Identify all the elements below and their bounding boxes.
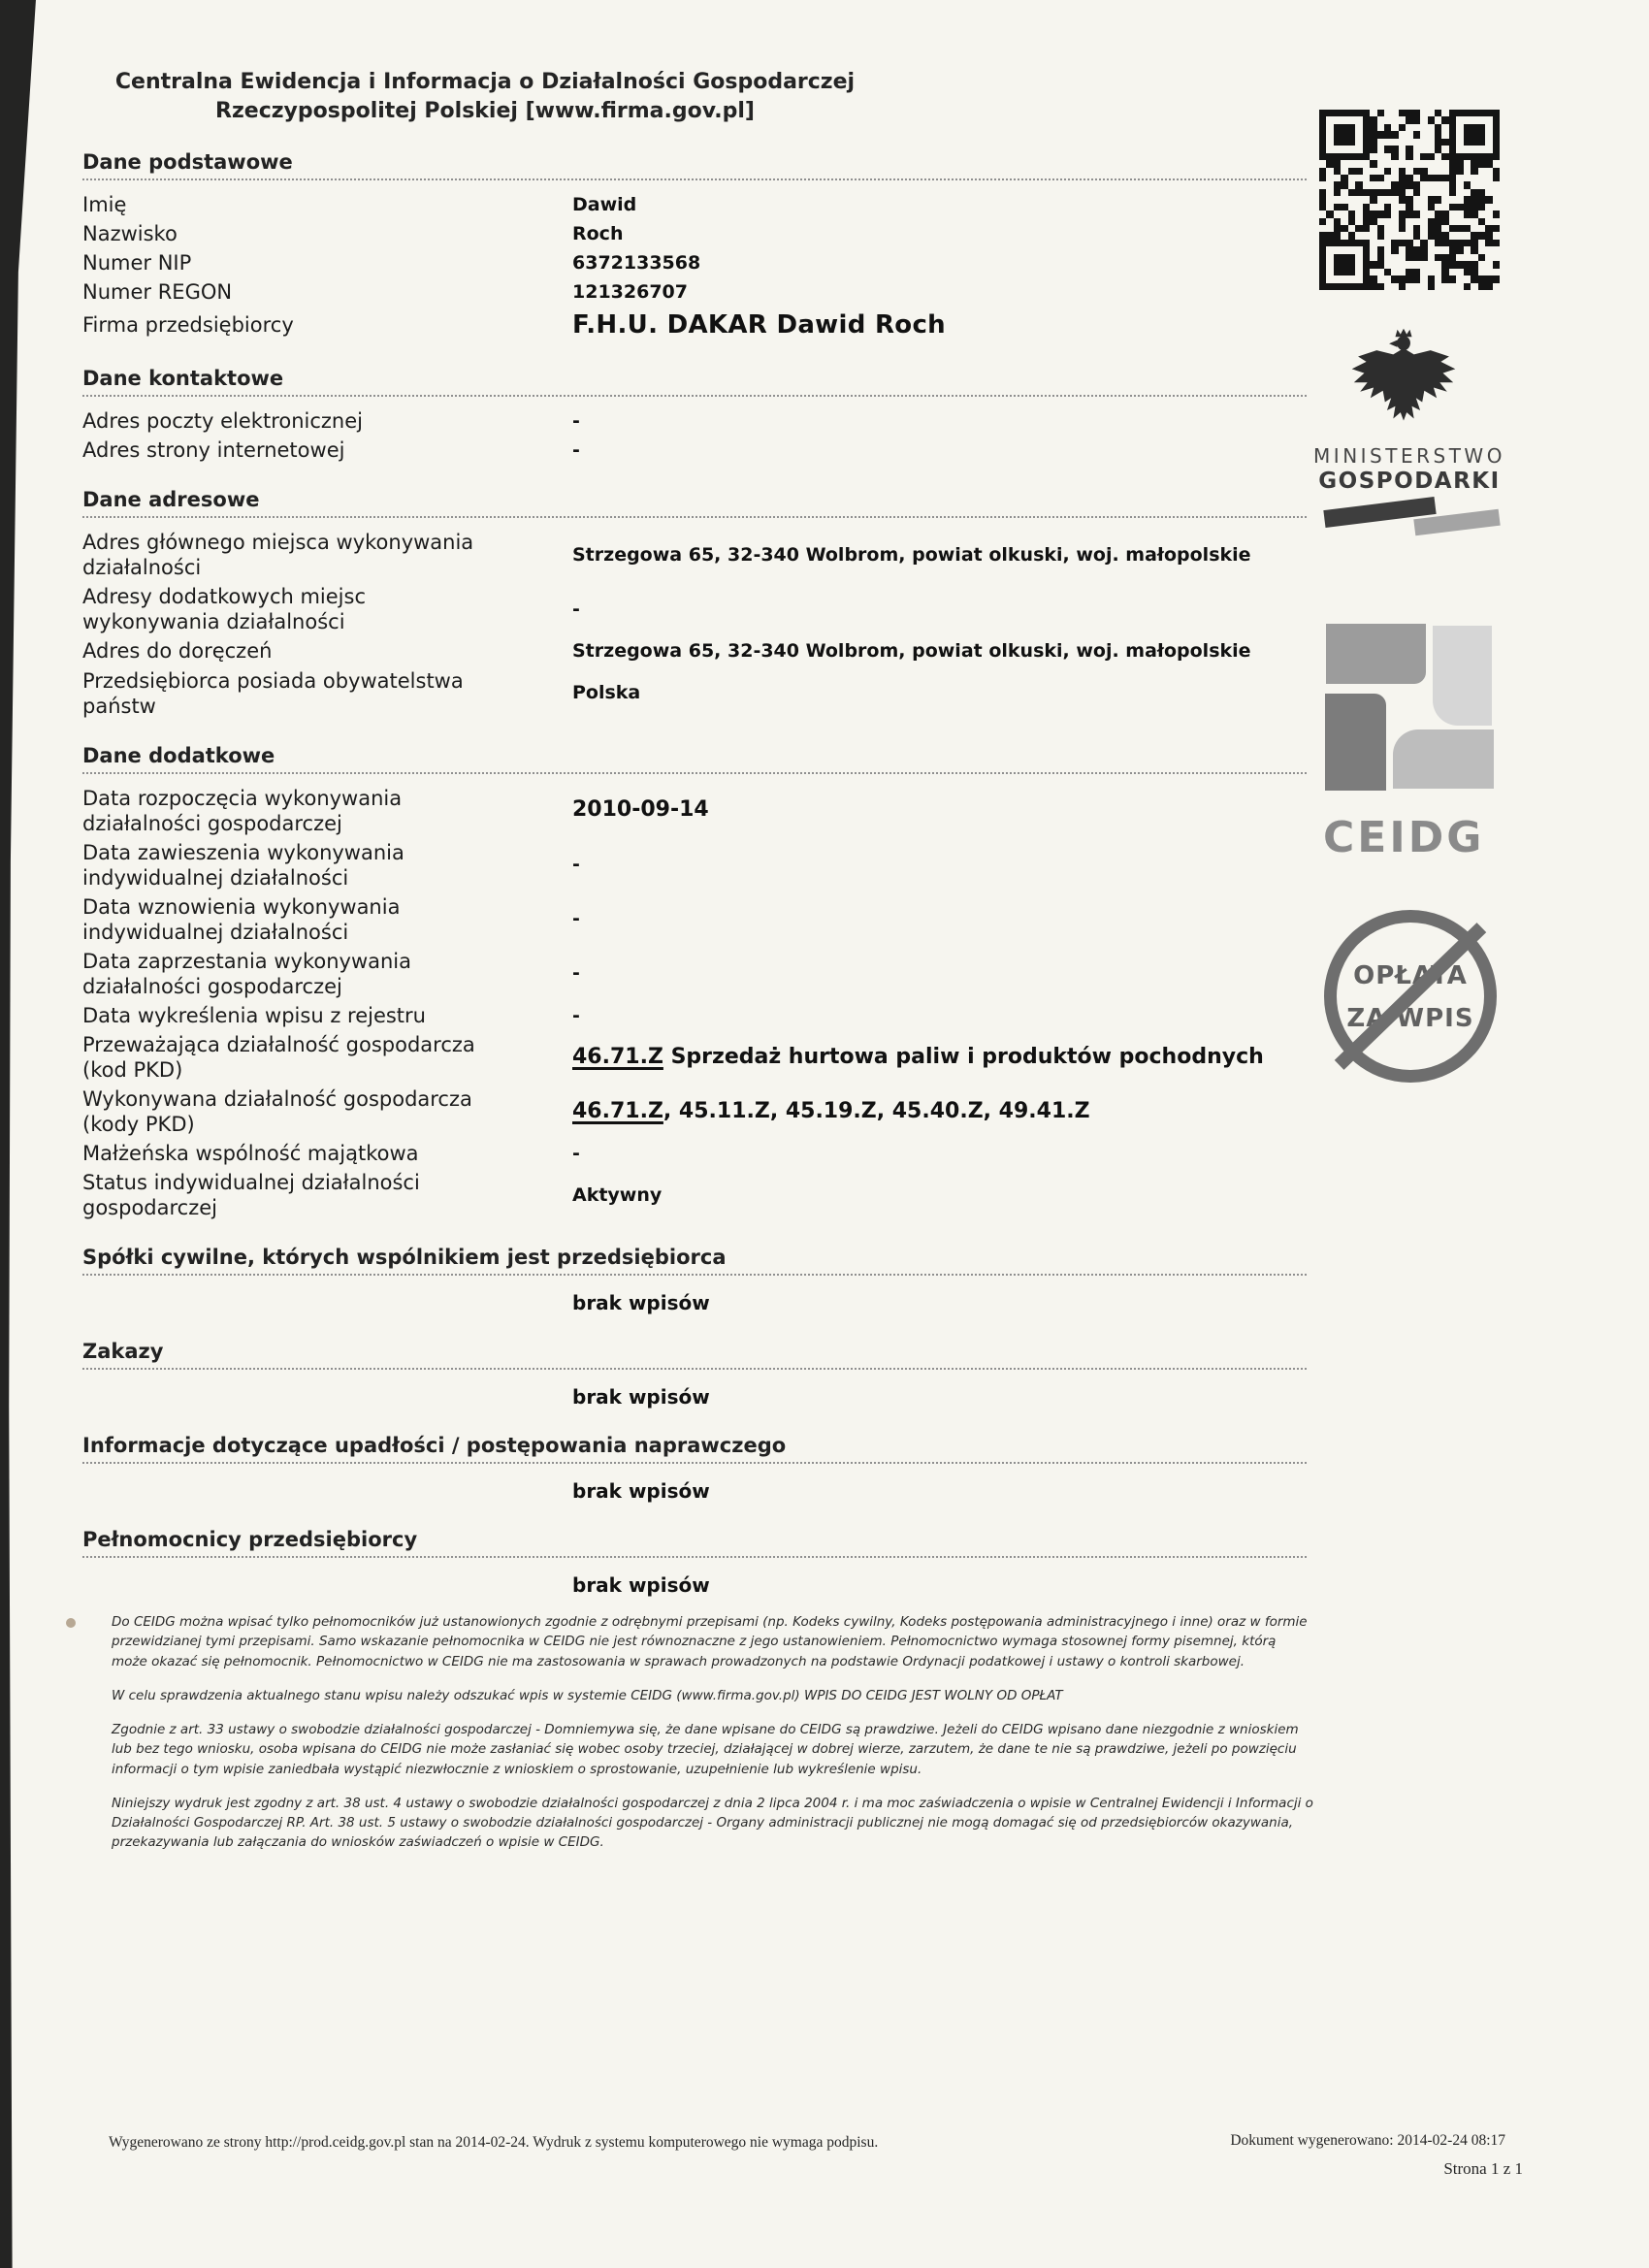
- section-header-upadlosc: Informacje dotyczące upadłości / postępowania naprawczego: [82, 1434, 1307, 1464]
- section-header-dane-kontaktowe: Dane kontaktowe: [82, 367, 1307, 397]
- field-row-marital-property: [82, 1141, 1307, 1166]
- section-header-dane-podstawowe: Dane podstawowe: [82, 150, 1307, 180]
- field-label: Data zaprzestania wykonywania działalności gospodarczej: [82, 949, 412, 998]
- field-value: -: [572, 908, 580, 930]
- ceidg-logo-square-tl: [1326, 624, 1426, 684]
- field-label: Data zawieszenia wykonywania indywidualnej działalności: [82, 840, 404, 890]
- polish-eagle-emblem: [1342, 320, 1466, 438]
- field-row-regon: [82, 279, 1307, 305]
- section-header-dane-adresowe: Dane adresowe: [82, 488, 1307, 518]
- field-value-company-name: F.H.U. DAKAR Dawid Roch: [572, 309, 946, 340]
- field-row-suspension-date: [82, 840, 1307, 891]
- field-label: Adresy dodatkowych miejsc wykonywania działalności: [82, 585, 367, 634]
- field-row-cessation-date: [82, 949, 1307, 999]
- field-row-website: [82, 437, 1307, 463]
- legal-notes: [82, 1612, 1314, 1853]
- pkd-codes-rest: , 45.11.Z, 45.19.Z, 45.40.Z, 49.41.Z: [663, 1098, 1090, 1123]
- bullet-dot: [66, 1618, 76, 1628]
- field-row-main-pkd: [82, 1032, 1307, 1083]
- legal-paragraph-3: Zgodnie z art. 33 ustawy o swobodzie działalności gospodarczej - Domniemywa się, że dane wpisane do CEIDG są prawdziwe. Jeżeli do CEIDG wpisano dane niezgodnie z wnioskiem lub bez tego wniosku, osoba wpisana do CEIDG nie może zasłaniać się wobec osoby trzeciej, działającej w dobrej wierze, zarzutem, że dane te nie są prawdziwe, jeżeli po powzięciu informacji o tym wpisie zaniedbała wystąpić niezwłocznie z wnioskiem o sprostowanie, uzupełnienie lub wykreślenie wpisu.: [112, 1722, 1299, 1777]
- legal-paragraph-1: [112, 1612, 1314, 1671]
- field-value: Polska: [572, 682, 641, 704]
- field-value: -: [572, 439, 580, 461]
- section-header-dane-dodatkowe: Dane dodatkowe: [82, 744, 1307, 774]
- ceidg-logo-square-bl: [1325, 694, 1386, 791]
- no-entries-zakazy: brak wpisów: [572, 1385, 710, 1409]
- field-label: Status indywidualnej działalności gospodarczej: [82, 1171, 420, 1220]
- ceidg-logo-square-br: [1393, 729, 1494, 789]
- legal-paragraph-2: W celu sprawdzenia aktualnego stanu wpisu należy odszukać wpis w systemie CEIDG (www.firma.gov.pl) WPIS DO CEIDG JEST WOLNY OD OPŁAT: [112, 1687, 1063, 1703]
- field-row-citizenship: [82, 668, 1307, 719]
- stamp-text-line1: OPŁATA: [1353, 961, 1468, 990]
- field-value: 121326707: [572, 281, 688, 304]
- ceidg-wordmark: CEIDG: [1323, 813, 1485, 862]
- stamp-slash: [1335, 923, 1486, 1070]
- section-header-pelnomocnicy: Pełnomocnicy przedsiębiorcy: [82, 1528, 1307, 1558]
- legal-paragraph-4: Niniejszy wydruk jest zgodny z art. 38 ust. 4 ustawy o swobodzie działalności gospodarczej z dnia 2 lipca 2004 r. i ma moc zaświadczenia o wpisie w Centralnej Ewidencji i Informacji o Działalności Gospodarczej RP. Art. 38 ust. 5 ustawy o swobodzie działalności gospodarczej - Organy administracji publicznej nie mogą domagać się od przedsiębiorców okazywania, przekazywania lub załączania do wniosków zaświadczeń o wpisie w CEIDG.: [112, 1795, 1313, 1851]
- field-label: Adres poczty elektronicznej: [82, 409, 363, 434]
- legal-paragraph-1-text: Do CEIDG można wpisać tylko pełnomocników już ustanowionych zgodnie z odrębnymi przepisami (np. Kodeks cywilny, Kodeks postępowania administracyjnego i inne) oraz w formie przewidzianej tymi przepisami. Samo wskazanie pełnomocnika w CEIDG nie jest równoznaczne z jego ustanowieniem. Pełnomocnictwo wymaga stosownej formy pisemnej, którą może okazać się pełnomocnik. Pełnomocnictwo w CEIDG nie ma zastosowania w sprawach prowadzonych na podstawie Ordynacji podatkowej i ustawy o kontroli skarbowej.: [112, 1614, 1308, 1669]
- field-value-status: Aktywny: [572, 1183, 663, 1206]
- field-row-resumption-date: [82, 894, 1307, 945]
- ceidg-logo-square-tr: [1433, 626, 1492, 726]
- ministry-name-line1: MINISTERSTWO: [1313, 444, 1505, 468]
- field-value: Strzegowa 65, 32-340 Wolbrom, powiat olkuski, woj. małopolskie: [572, 544, 1251, 567]
- ministry-name-line2: GOSPODARKI: [1318, 469, 1501, 494]
- footer-generation-note: Wygenerowano ze strony http://prod.ceidg.gov.pl stan na 2014-02-24. Wydruk z systemu komputerowego nie wymaga podpisu.: [109, 2134, 879, 2151]
- pkd-description: Sprzedaż hurtowa paliw i produktów pochodnych: [663, 1044, 1264, 1069]
- footer-generated-timestamp: Dokument wygenerowano: 2014-02-24 08:17: [1230, 2132, 1505, 2149]
- field-row-imie: [82, 192, 1307, 217]
- field-value: -: [572, 1004, 580, 1026]
- field-value: -: [572, 599, 580, 621]
- field-label: Numer REGON: [82, 280, 233, 305]
- field-value: Roch: [572, 223, 624, 245]
- section-header-zakazy: Zakazy: [82, 1340, 1307, 1370]
- field-row-status: [82, 1170, 1307, 1220]
- field-row-start-date: [82, 786, 1307, 836]
- pkd-code: 46.71.Z: [572, 1044, 663, 1069]
- qr-code: [1319, 110, 1500, 290]
- field-value: 6372133568: [572, 252, 701, 275]
- field-value: 2010-09-14: [572, 797, 709, 823]
- ceidg-logo: [1322, 621, 1497, 794]
- field-row-main-address: [82, 530, 1307, 580]
- field-row-all-pkd: [82, 1086, 1307, 1137]
- field-row-additional-addresses: [82, 584, 1307, 634]
- field-label: Adres do doręczeń: [82, 639, 273, 664]
- field-row-nazwisko: [82, 221, 1307, 246]
- field-value-pkd-list: [572, 1098, 1090, 1126]
- document-title-line2: Rzeczypospolitej Polskiej [www.firma.gov.pl]: [215, 98, 755, 123]
- section-header-spolki-cywilne: Spółki cywilne, których wspólnikiem jest przedsiębiorca: [82, 1246, 1307, 1276]
- field-label: Adres głównego miejsca wykonywania działalności: [82, 531, 474, 580]
- field-row-removal-date: [82, 1003, 1307, 1028]
- field-row-delivery-address: [82, 638, 1307, 664]
- field-label: Adres strony internetowej: [82, 438, 345, 463]
- field-value: -: [572, 409, 580, 432]
- field-label: Małżeńska wspólność majątkowa: [82, 1141, 419, 1165]
- field-value: -: [572, 854, 580, 876]
- field-label: Data wykreślenia wpisu z rejestru: [82, 1003, 426, 1027]
- field-value: Strzegowa 65, 32-340 Wolbrom, powiat olkuski, woj. małopolskie: [572, 640, 1251, 663]
- field-row-email: [82, 408, 1307, 434]
- pkd-code: 46.71.Z: [572, 1098, 663, 1123]
- ministry-logo: [1312, 444, 1506, 494]
- document-content: [82, 0, 1313, 1867]
- field-row-firma: [82, 309, 1307, 342]
- no-entries-spolki: brak wpisów: [572, 1291, 710, 1315]
- footer-page-number: Strona 1 z 1: [1443, 2159, 1523, 2178]
- field-label: Imię: [82, 193, 127, 217]
- field-value: Dawid: [572, 194, 637, 216]
- no-entries-upadlosc: brak wpisów: [572, 1479, 710, 1504]
- field-label: Przedsiębiorca posiada obywatelstwa państw: [82, 668, 464, 718]
- field-row-nip: [82, 250, 1307, 275]
- field-label: Nazwisko: [82, 222, 178, 246]
- field-label: Numer NIP: [82, 251, 192, 275]
- ministry-logo-bars: [1322, 493, 1502, 541]
- document-title-line1: Centralna Ewidencja i Informacja o Działalności Gospodarczej: [114, 70, 856, 94]
- field-label: Firma przedsiębiorcy: [82, 313, 294, 338]
- no-entries-pelnomocnicy: brak wpisów: [572, 1573, 710, 1598]
- scan-edge-artifact: [0, 0, 41, 2268]
- field-label: Przeważająca działalność gospodarcza (kod PKD): [82, 1032, 475, 1082]
- field-label: Wykonywana działalność gospodarcza (kody PKD): [82, 1086, 472, 1136]
- field-label: Data wznowienia wykonywania indywidualnej działalności: [82, 894, 401, 944]
- field-value: -: [572, 962, 580, 985]
- field-value-pkd-main: [572, 1044, 1264, 1072]
- field-label: Data rozpoczęcia wykonywania działalności gospodarczej: [82, 786, 403, 835]
- document-title: [82, 68, 888, 125]
- stamp-text-line2: ZA WPIS: [1346, 1004, 1474, 1033]
- field-value: -: [572, 1142, 580, 1164]
- no-fee-stamp: [1324, 910, 1497, 1083]
